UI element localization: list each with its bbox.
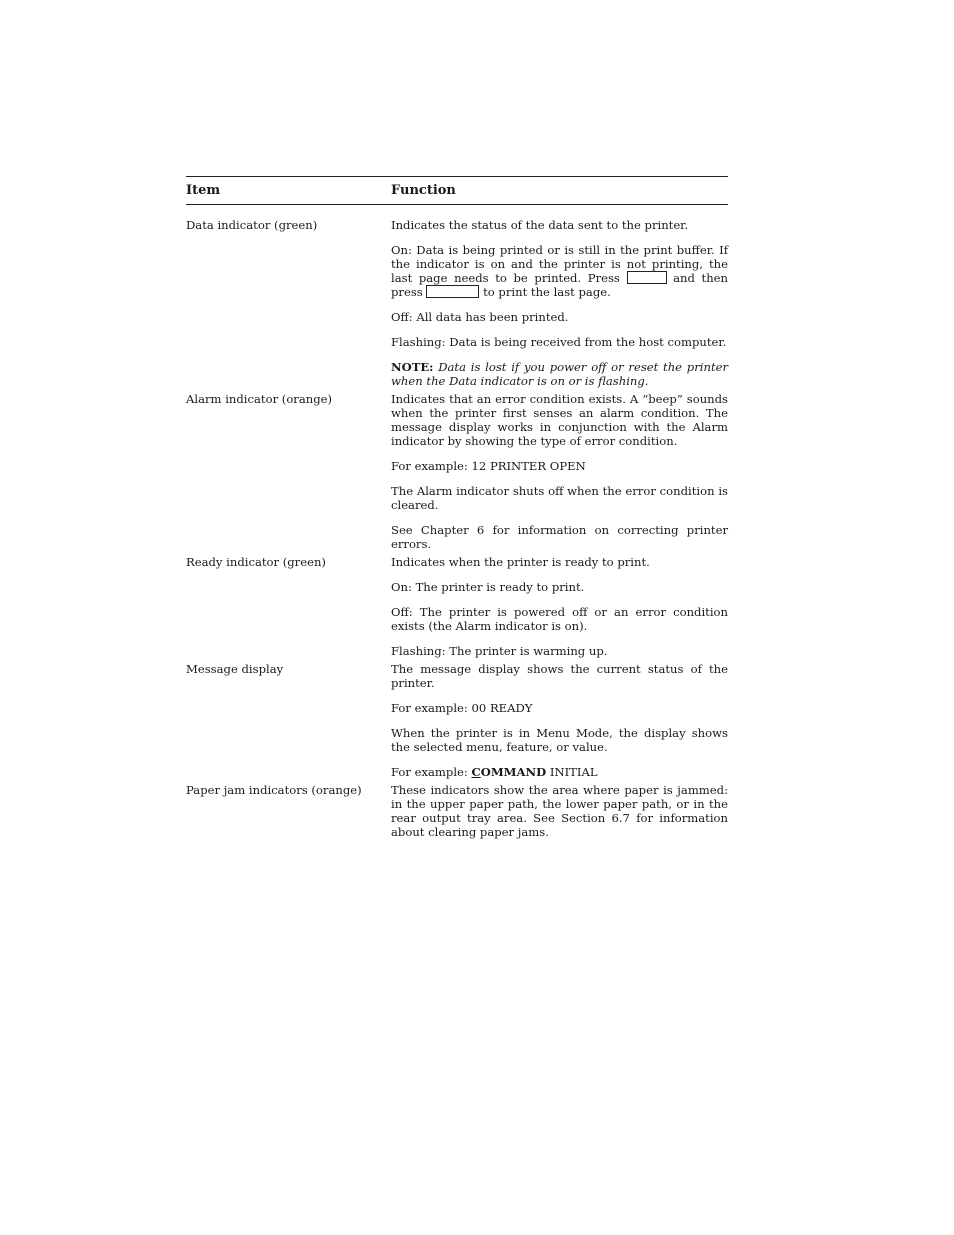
item-cell: Alarm indicator (orange) — [186, 392, 333, 406]
example-suffix: INITIAL — [549, 765, 598, 779]
function-cell — [391, 662, 728, 783]
on-text-b: and then press — [391, 271, 729, 299]
function-text: On: The printer is ready to print. — [391, 580, 585, 594]
function-cell — [391, 555, 728, 662]
function-text — [391, 765, 728, 779]
item-cell: Message display — [186, 662, 284, 676]
note — [391, 360, 728, 388]
function-cell — [391, 392, 728, 555]
table-header — [186, 177, 728, 205]
function-text: These indicators show the area where paper is jammed: in the upper paper path, the lower paper path, or in the rear output tray area. See Section 6.7 for information about clearing paper jams. — [391, 783, 728, 839]
key-box — [627, 271, 667, 284]
on-text-c: to print the last page. — [483, 285, 611, 299]
table-row — [186, 555, 728, 662]
header-function: Function — [391, 183, 456, 198]
key-box — [426, 285, 479, 298]
function-text: Flashing: Data is being received from the host computer. — [391, 335, 727, 349]
table-row — [186, 783, 728, 843]
note-label: NOTE: — [391, 360, 434, 374]
item-cell: Data indicator (green) — [186, 218, 318, 232]
function-table — [186, 176, 728, 843]
example-prefix: For example: — [391, 765, 468, 779]
function-text: When the printer is in Menu Mode, the display shows the selected menu, feature, or value. — [391, 726, 728, 754]
function-text: Off: All data has been printed. — [391, 310, 569, 324]
header-item: Item — [186, 183, 221, 198]
table-row — [186, 392, 728, 555]
function-text — [391, 243, 728, 299]
function-text: The message display shows the current status of the printer. — [391, 662, 728, 690]
item-cell: Paper jam indicators (orange) — [186, 783, 362, 797]
function-text: Indicates that an error condition exists. A “beep” sounds when the printer first senses an alarm condition. The message display works in conjunction with the Alarm indicator by showing the type of error condition. — [391, 392, 728, 448]
example-bold: COMMAND — [471, 765, 547, 779]
function-text: For example: 00 READY — [391, 701, 533, 715]
function-cell — [391, 783, 728, 843]
function-text: Off: The printer is powered off or an error condition exists (the Alarm indicator is on). — [391, 605, 728, 633]
function-text: For example: 12 PRINTER OPEN — [391, 459, 586, 473]
function-text: Indicates when the printer is ready to print. — [391, 555, 650, 569]
function-text: Indicates the status of the data sent to the printer. — [391, 218, 689, 232]
function-text: See Chapter 6 for information on correcting printer errors. — [391, 523, 728, 551]
function-text: The Alarm indicator shuts off when the error condition is cleared. — [391, 484, 728, 512]
note-text: Data is lost if you power off or reset the printer when the Data indicator is on or is flashing. — [391, 360, 729, 388]
table-row — [186, 662, 728, 783]
item-cell: Ready indicator (green) — [186, 555, 326, 569]
function-cell — [391, 218, 728, 392]
function-text: Flashing: The printer is warming up. — [391, 644, 608, 658]
on-text: On: Data is being printed or is still in the print buffer. If the indicator is on and the printer is not printing, the last page needs to be printed. Press — [391, 243, 728, 285]
table-row — [186, 218, 728, 392]
